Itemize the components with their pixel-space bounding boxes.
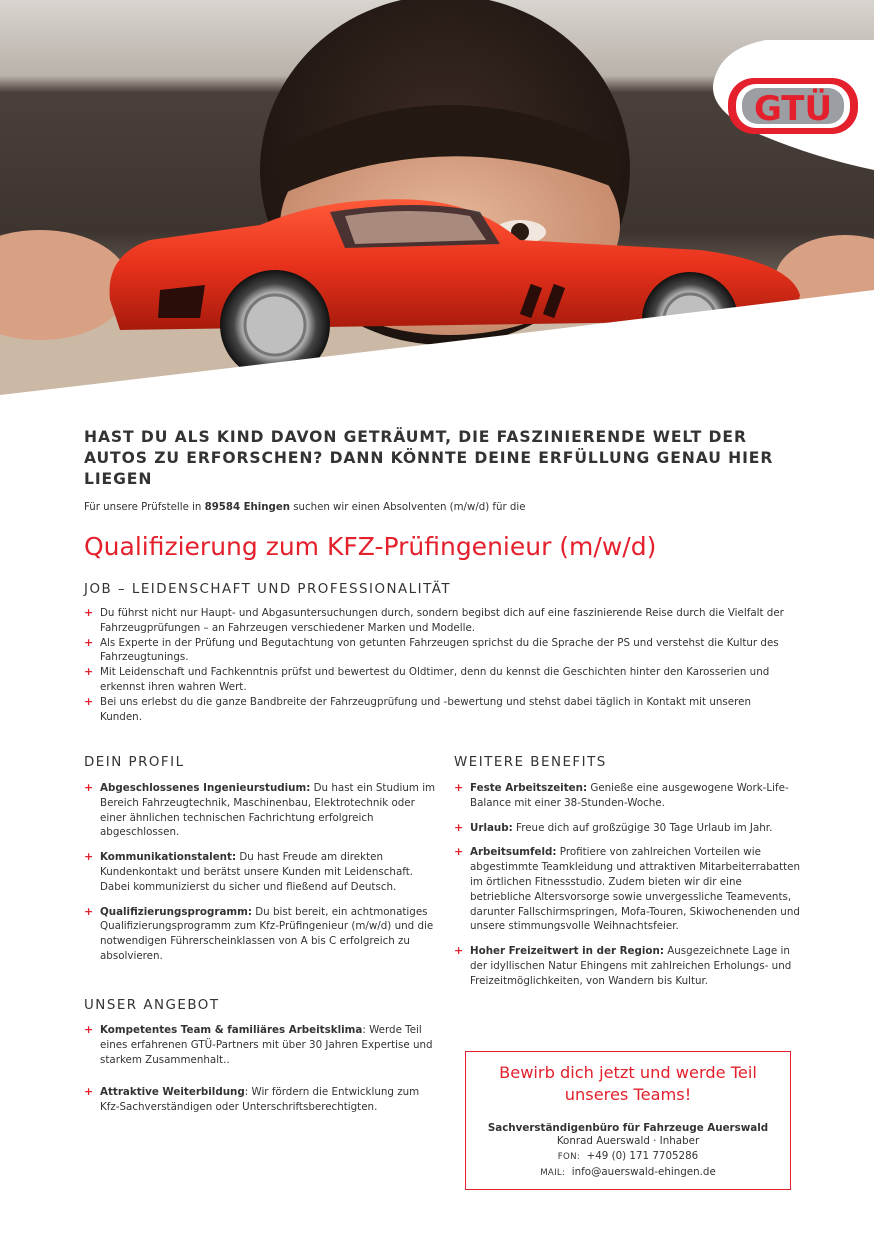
item-head: Abgeschlossenes Ingenieurstudium:: [100, 782, 311, 794]
job-list: [84, 606, 794, 724]
job-section-title: JOB – LEIDENSCHAFT UND PROFESSIONALITÄT: [84, 582, 452, 597]
item-head: Kommunikationstalent:: [100, 851, 237, 864]
offer-list: [84, 1023, 436, 1125]
list-item: [84, 1085, 436, 1115]
item-text: : Werde Teil eines erfahrenen GTÜ-Partners mit über 30 Jahren Expertise und starkem Zusammenhalt..: [100, 1024, 433, 1066]
item-text: Ausgezeichnete Lage in der idyllischen Natur Ehingens mit zahlreichen Erholungs- und Freizeitmöglichkeiten, von Wandern bis Kultur.: [470, 945, 792, 987]
contact-mail-line: [466, 1165, 790, 1181]
benefits-list: [454, 781, 806, 999]
contact-phone-line: [466, 1149, 790, 1165]
item-text: Du bist bereit, ein achtmonatiges Qualifizierungsprogramm zum Kfz-Prüfingenieur (m/w/d) und die notwendigen Führerscheinklassen von A bis C erfolgreich zu absolvieren.: [100, 905, 434, 962]
list-item: + Mit Leidenschaft und Fachkenntnis prüfst und bewertest du Oldtimer, denn du kennst die Geschichten hinter den Karosserien und erkennst ihren wahren Wert.: [84, 665, 794, 695]
intro-text: [84, 502, 794, 513]
item-text: Du hast Freude am direkten Kundenkontakt und berätst unsere Kunden mit Leidenschaft. Dabei kommunizierst du sicher und fließend auf Deutsch.: [100, 851, 414, 893]
phone-label: FON:: [557, 1152, 581, 1162]
benefits-section-title: WEITERE BENEFITS: [454, 755, 607, 770]
gtu-logo-image: [706, 40, 874, 170]
list-item: [84, 850, 436, 894]
list-item: + Bei uns erlebst du die ganze Bandbreite der Fahrzeugprüfung und -bewertung und stehst dabei täglich in Kontakt mit unseren Kunden.: [84, 695, 794, 725]
headline: HAST DU ALS KIND DAVON GETRÄUMT, DIE FASZINIERENDE WELT DER AUTOS ZU ERFORSCHEN? DANN KÖNNTE DEINE ERFÜLLUNG GENAU HIER LIEGEN: [84, 428, 774, 488]
list-item: [84, 781, 436, 840]
item-text: : Wir fördern die Entwicklung zum Kfz-Sachverständigen oder Unterschriftsberechtigten.: [100, 1086, 420, 1114]
intro-location: 89584 Ehingen: [204, 502, 291, 513]
list-item: + Du führst nicht nur Haupt- und Abgasuntersuchungen durch, sondern begibst dich auf eine faszinierende Reise durch die Vielfalt der Fahrzeugprüfungen – an Fahrzeugen verschiedener Marken und Modelle.: [84, 606, 794, 636]
list-item: [454, 781, 806, 811]
mail-label: MAIL:: [540, 1168, 566, 1178]
profile-section-title: DEIN PROFIL: [84, 755, 185, 770]
contact-person: Konrad Auerswald · Inhaber: [556, 1135, 700, 1147]
list-item: [454, 944, 806, 988]
item-head: Kompetentes Team & familiäres Arbeitsklima: [100, 1024, 363, 1036]
item-head: Hoher Freizeitwert in der Region:: [470, 945, 664, 958]
item-text: Du hast ein Studium im Bereich Fahrzeugtechnik, Maschinenbau, Elektrotechnik oder einer ähnlichen technischen Fachrichtung erfolgreich abgeschlossen.: [100, 782, 436, 839]
intro-after: suchen wir einen Absolventen (m/w/d) für die: [290, 502, 526, 513]
offer-section-title: UNSER ANGEBOT: [84, 998, 220, 1013]
item-text: Profitiere von zahlreichen Vorteilen wie abgestimmte Teamkleidung und attraktiven Mitarbeiterrabatten im örtlichen Fitnessstudio. Zudem bieten wir dir eine betriebliche Altersvorsorge sowie unvergessliche Teamevents, darunter Fallschirmspringen, Mofa-Touren, Skiwochenenden und unsere stimmungsvolle Weihnachtsfeier.: [470, 846, 801, 933]
item-text: Genieße eine ausgewogene Work-Life-Balance mit einer 38-Stunden-Woche.: [470, 782, 789, 809]
list-item: [84, 1023, 436, 1067]
item-head: Arbeitsumfeld:: [470, 846, 557, 859]
item-head: Feste Arbeitszeiten:: [470, 782, 588, 794]
list-item: [84, 905, 436, 964]
list-item: [454, 845, 806, 934]
item-head: Qualifizierungsprogramm:: [100, 905, 252, 918]
list-item: [454, 821, 806, 836]
mail-address[interactable]: info@auerswald-ehingen.de: [571, 1166, 716, 1178]
contact-box: [465, 1051, 791, 1190]
item-head: Attraktive Weiterbildung: [100, 1086, 245, 1099]
profile-list: [84, 781, 436, 974]
item-text: Freue dich auf großzügige 30 Tage Urlaub im Jahr.: [512, 821, 773, 834]
phone-number[interactable]: +49 (0) 171 7705286: [586, 1150, 699, 1162]
logo-text: GTÜ: [753, 89, 833, 129]
contact-company: Sachverständigenbüro für Fahrzeuge Auerswald: [487, 1122, 769, 1134]
item-head: Urlaub:: [470, 821, 513, 834]
gtu-logo: [706, 40, 874, 170]
contact-call-to-action: Bewirb dich jetzt und werde Teil unseres Teams!: [499, 1063, 757, 1104]
main-title: Qualifizierung zum KFZ-Prüfingenieur (m/w/d): [84, 532, 657, 561]
intro-before: Für unsere Prüfstelle in: [84, 502, 205, 513]
list-item: + Als Experte in der Prüfung und Begutachtung von getunten Fahrzeugen sprichst du die Sprache der PS und verstehst die Kultur des Fahrzeugtunings.: [84, 636, 794, 666]
